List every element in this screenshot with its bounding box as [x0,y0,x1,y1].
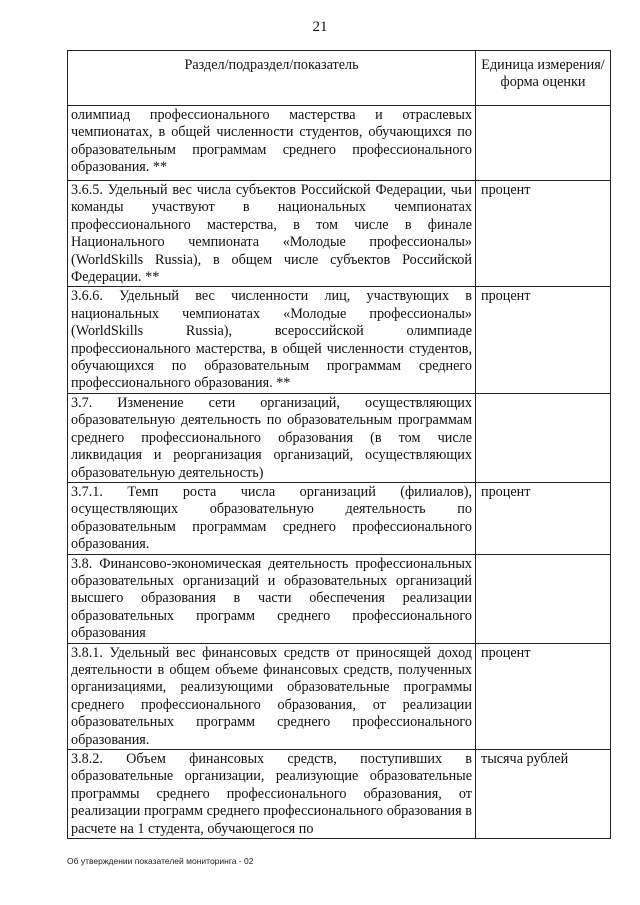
table-row [68,750,611,839]
page-number: 21 [312,19,328,35]
row-text: 3.7. Изменение сети организаций, осуществляющих образовательную деятельность по образовательным программам среднего профессионального образования (в том числе ликвидация и реорганизация организаций, осуществляющих образовательную деятельность) [68,393,476,482]
row-text: 3.8.2. Объем финансовых средств, поступивших в образовательные организации, реализующие образовательные программы среднего профессионального образования, от реализации программ среднего профессионального образования в расчете на 1 студента, обучающегося по [68,750,476,839]
row-unit: процент [476,643,611,749]
page-footer: Об утверждении показателей мониторинга - 02 [67,856,254,866]
header-unit: Единица измерения/ форма оценки [476,51,611,106]
row-unit [476,106,611,181]
table-row [68,393,611,482]
row-unit: процент [476,287,611,393]
row-text: 3.7.1. Темп роста числа организаций (филиалов), осуществляющих образовательную деятельность по образовательным программам среднего профессионального образования. [68,482,476,554]
table-row [68,643,611,749]
row-text: 3.8.1. Удельный вес финансовых средств от приносящей доход деятельности в общем объеме финансовых средств, полученных организациями, реализующими образовательные программы среднего профессионального образования, от реализации образовательных программ среднего профессионального образования. [68,643,476,749]
row-unit: процент [476,482,611,554]
row-text: 3.6.5. Удельный вес числа субъектов Российской Федерации, чьи команды участвуют в национальных чемпионатах профессионального мастерства, в том числе в финале Национального чемпионата «Молодые профессионалы» (WorldSkills Russia), в общем числе субъектов Российской Федерации. ** [68,181,476,287]
row-unit: тысяча рублей [476,750,611,839]
row-unit: процент [476,181,611,287]
table-row [68,106,611,181]
header-section-indicator: Раздел/подраздел/показатель [68,51,476,106]
row-text: олимпиад профессионального мастерства и отраслевых чемпионатах, в общей численности студентов, обучающихся по образовательным программам среднего профессионального образования. ** [68,106,476,181]
table-row [68,482,611,554]
row-text: 3.8. Финансово-экономическая деятельность профессиональных образовательных организаций и образовательных организаций высшего образования в части обеспечения реализации образовательных программ среднего профессионального образования [68,554,476,643]
row-unit [476,393,611,482]
table-header-row [68,51,611,106]
row-text: 3.6.6. Удельный вес численности лиц, участвующих в национальных чемпионатах «Молодые профессионалы» (WorldSkills Russia), всероссийской олимпиаде профессионального мастерства, в общей численности студентов, обучающихся по образовательным программам среднего профессионального образования. ** [68,287,476,393]
row-unit [476,554,611,643]
table-row [68,181,611,287]
table-row [68,287,611,393]
indicators-table [67,50,611,839]
table-row [68,554,611,643]
